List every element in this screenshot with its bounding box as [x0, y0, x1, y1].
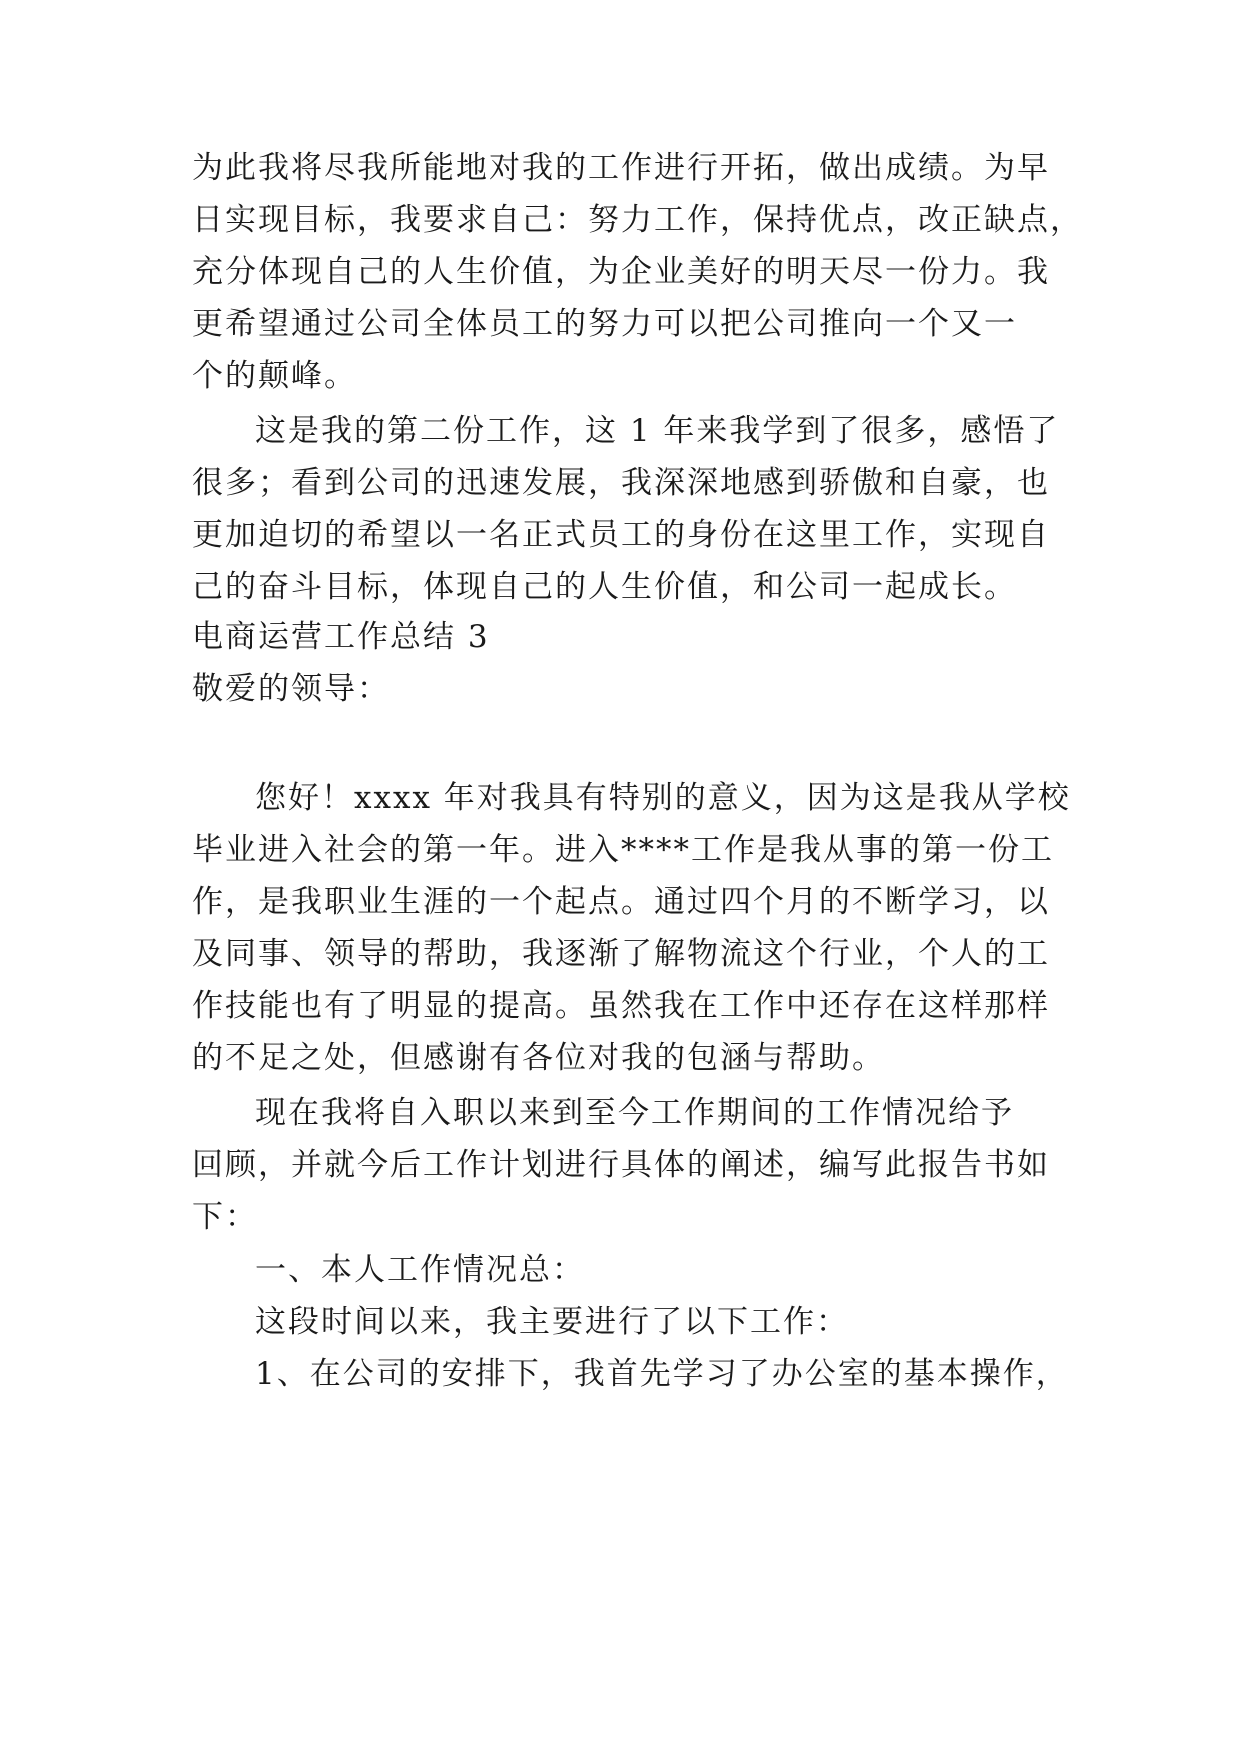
text-line: 为此我将尽我所能地对我的工作进行开拓，做出成绩。为早	[192, 150, 1050, 186]
text-line: 个的颠峰。	[192, 358, 357, 394]
section-heading: 电商运营工作总结 3	[192, 619, 490, 655]
salutation: 敬爱的领导：	[192, 671, 390, 707]
text-line: 日实现目标，我要求自己：努力工作，保持优点，改正缺点，	[192, 202, 1083, 238]
text-line: 作，是我职业生涯的一个起点。通过四个月的不断学习，以	[192, 884, 1050, 920]
text-line: 毕业进入社会的第一年。进入****工作是我从事的第一份工	[192, 832, 1054, 868]
text-line: 充分体现自己的人生价值，为企业美好的明天尽一份力。我	[192, 254, 1050, 290]
list-heading: 一、本人工作情况总：	[255, 1252, 585, 1288]
text-line: 的不足之处，但感谢有各位对我的包涵与帮助。	[192, 1040, 885, 1076]
text-line: 己的奋斗目标，体现自己的人生价值，和公司一起成长。	[192, 569, 1017, 605]
list-item: 1、在公司的安排下，我首先学习了办公室的基本操作，	[255, 1356, 1069, 1392]
text-line: 更加迫切的希望以一名正式员工的身份在这里工作，实现自	[192, 517, 1050, 553]
text-line: 更希望通过公司全体员工的努力可以把公司推向一个又一	[192, 306, 1017, 342]
text-line: 下：	[192, 1199, 258, 1235]
text-line: 现在我将自入职以来到至今工作期间的工作情况给予	[255, 1095, 1014, 1131]
text-line: 这是我的第二份工作，这 1 年来我学到了很多，感悟了	[255, 413, 1060, 449]
text-line: 很多；看到公司的迅速发展，我深深地感到骄傲和自豪，也	[192, 465, 1050, 501]
text-line: 回顾，并就今后工作计划进行具体的阐述，编写此报告书如	[192, 1147, 1050, 1183]
text-line: 这段时间以来，我主要进行了以下工作：	[255, 1304, 849, 1340]
text-line: 您好！xxxx 年对我具有特别的意义，因为这是我从学校	[255, 780, 1071, 816]
text-line: 作技能也有了明显的提高。虽然我在工作中还存在这样那样	[192, 988, 1050, 1024]
text-line: 及同事、领导的帮助，我逐渐了解物流这个行业，个人的工	[192, 936, 1050, 972]
